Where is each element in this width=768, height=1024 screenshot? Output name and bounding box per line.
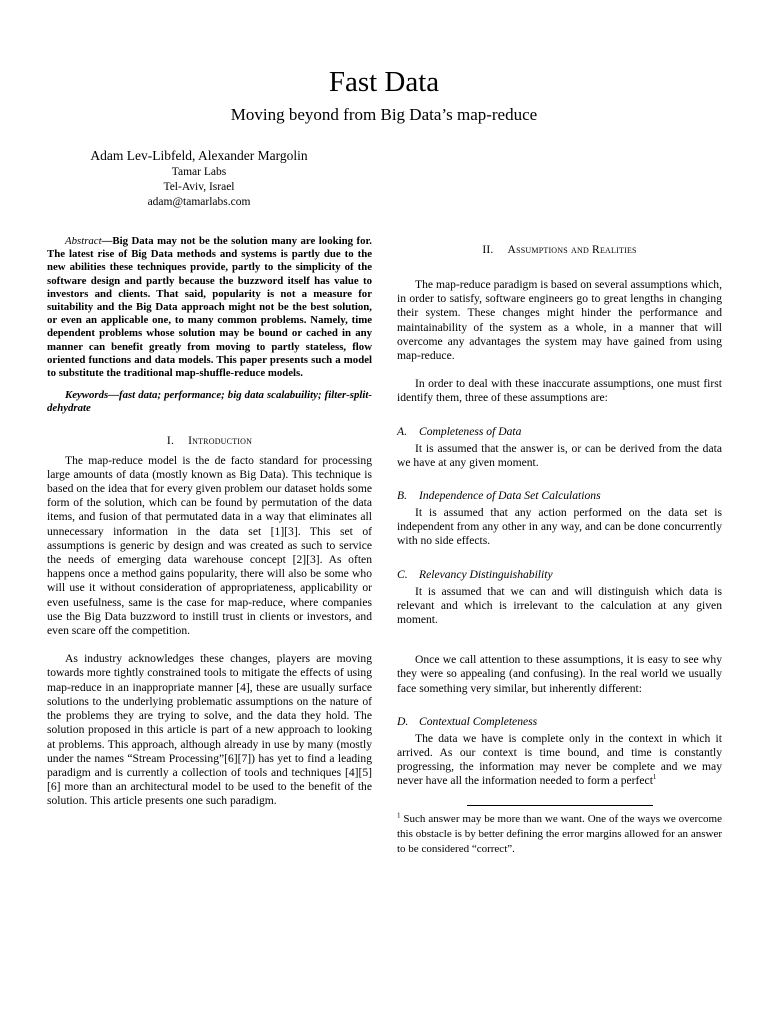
author-block bbox=[72, 147, 326, 210]
section-heading-intro bbox=[47, 434, 372, 448]
footnote bbox=[397, 812, 722, 857]
section-number: I. bbox=[166, 433, 175, 447]
affiliation-org: Tamar Labs bbox=[171, 166, 227, 178]
subsection-heading-d bbox=[397, 715, 722, 729]
subsection-a-text: It is assumed that the answer is, or can be derived from the data we have at any given moment. bbox=[397, 441, 722, 469]
section-number: II. bbox=[482, 243, 494, 256]
subsection-b-text: It is assumed that any action performed on the data set is independent from any other in any way, and can be done concurrently with no side effects. bbox=[397, 506, 722, 548]
author-names: Adam Lev-Libfeld, Alexander Margolin bbox=[90, 148, 308, 163]
subsection-letter: B. bbox=[397, 489, 407, 503]
subsection-c-text: It is assumed that we can and will distinguish which data is relevant and which is irrelevant to the calculation at any given moment. bbox=[397, 584, 722, 627]
paper-subtitle: Moving beyond from Big Data’s map-reduce bbox=[230, 105, 538, 124]
intro-paragraph-1: The map-reduce model is the de facto standard for processing large amounts of data (mostly known as Big Data). This technique is based on the idea that for every given problem our dataset holds some form of the solution, which can be found by permutation of the data items, and fusion of that permutated data in a way that eliminates all unnecessary information in the data set [1][3]. This set of assumptions is generic by design and was created as such to service the needs of emerging data warehouse concept [2][3]. As often happens once a method gains popularity, there will also be some who will use it without consideration of appropriateness, applicability or even usefulness, same is the case for map-reduce, where companies use the Big Data buzzword to instill trust in clients or investors, and even scare off the competition. bbox=[47, 453, 372, 638]
abstract-dash: — bbox=[101, 235, 113, 247]
subsection-title: Relevancy Distinguishability bbox=[419, 567, 553, 581]
intro-paragraph-2: As industry acknowledges these changes, players are moving towards more tightly constrained tools to mitigate the effects of using map-reduce in an inappropriate manner [4], these are usually surface solutions to the underlying problematic assumptions on the nature of the problems they are trying to solve, and the data they hold. The solution proposed in this article is part of a new approach to looking at problems. This approach, although already in use by many (mostly under the names “Stream Processing”[6][7]) has yet to find a leading paradigm and is currently a collection of tools and techniques [4][5][6] more than an architectural model to be used to the benefit of the solution. This article presents one such paradigm. bbox=[47, 652, 372, 808]
subsection-heading-b bbox=[397, 489, 722, 503]
paper-title: Fast Data bbox=[328, 66, 440, 98]
abstract-body: Big Data may not be the solution many are looking for. The latest rise of Big Data methods and systems is partly due to the new abilities these techniques provide, partly to the simplicity of the software design and partly because the buzzword itself has value to investors and clients. That said, popularity is not a measure for suitability and the Big Data approach might not be the best solution, or even an applicable one, to many common problems. Namely, time dependent problems whose solution may be bound or cached in any manner can benefit greatly from moving to partly stateless, flow oriented functions and data models. This paper presents such a model to substitute the traditional map-shuffle-reduce models. bbox=[47, 235, 372, 380]
subsection-heading-a bbox=[397, 425, 722, 439]
author-email: adam@tamarlabs.com bbox=[147, 196, 251, 208]
subsection-d-text bbox=[397, 732, 722, 789]
subsection-letter: D. bbox=[397, 714, 409, 728]
section-title: Introduction bbox=[188, 433, 253, 447]
affiliation-location: Tel-Aviv, Israel bbox=[163, 181, 235, 193]
section-title: Assumptions and Realities bbox=[507, 243, 637, 256]
right-column bbox=[397, 243, 722, 857]
assumptions-paragraph-1: The map-reduce paradigm is based on several assumptions which, in order to satisfy, software engineers go to great lengths in changing their system. These changes might hinder the performance and maintainability of the system as a whole, in a manner that will overcome any advantages the system may have gained from using map-reduce. bbox=[397, 278, 722, 363]
footnote-divider bbox=[467, 805, 653, 806]
subsection-heading-c bbox=[397, 568, 722, 582]
assumptions-paragraph-2: In order to deal with these inaccurate assumptions, one must first identify them, three of these assumptions are: bbox=[397, 377, 722, 405]
footnote-reference: 1 bbox=[652, 773, 657, 782]
section-heading-assumptions bbox=[397, 243, 722, 257]
left-column bbox=[47, 235, 372, 809]
subsection-title: Independence of Data Set Calculations bbox=[419, 489, 601, 503]
assumptions-closing: Once we call attention to these assumptions, it is easy to see why they were so appealing (and confusing). In the real world we usually face something very similar, but inherently different: bbox=[397, 653, 722, 695]
subsection-d-body: The data we have is complete only in the context in which it arrived. As our context is time bound, and time is constantly progressing, the information may never be complete and we may never have all the information needed to form a perfect bbox=[397, 731, 722, 788]
keywords: Keywords—fast data; performance; big data scalabuility; filter-split-dehydrate bbox=[47, 389, 372, 415]
footnote-text: Such answer may be more than we want. One of the ways we overcome this obstacle is by better defining the error margins allowed for an answer to be considered “correct”. bbox=[397, 812, 722, 855]
abstract bbox=[47, 235, 372, 380]
footnote-mark: 1 bbox=[397, 811, 401, 820]
subsection-title: Completeness of Data bbox=[419, 424, 522, 438]
subsection-letter: A. bbox=[397, 424, 407, 438]
abstract-label: Abstract bbox=[65, 235, 102, 247]
subsection-letter: C. bbox=[397, 567, 408, 581]
subsection-title: Contextual Completeness bbox=[419, 714, 538, 728]
